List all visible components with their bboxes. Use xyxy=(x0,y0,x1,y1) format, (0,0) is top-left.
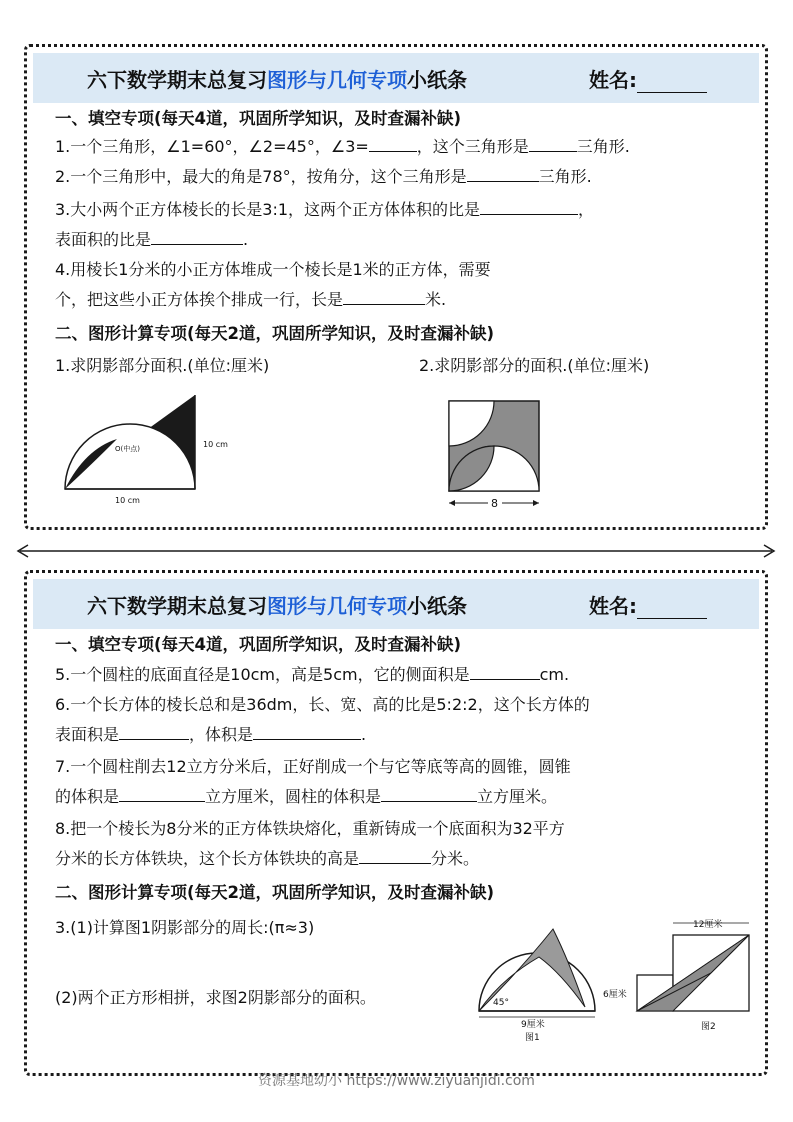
calc-section-heading: 二、图形计算专项(每天2道，巩固所学知识，及时查漏补缺) xyxy=(55,324,495,343)
question-6-cont: 表面积是 ，体积是 . xyxy=(55,725,367,744)
calc-question-2: 2.求阴影部分的面积.(单位:厘米) xyxy=(419,356,650,375)
fill-section-heading: 一、填空专项(每天4道，巩固所学知识，及时查漏补缺) xyxy=(55,109,462,128)
name-blank[interactable] xyxy=(637,600,707,619)
question-4: 4.用棱长1分米的小正方体堆成一个棱长是1米的正方体，需要 xyxy=(55,260,491,279)
question-5: 5.一个圆柱的底面直径是10cm，高是5cm，它的侧面积是 cm. xyxy=(55,665,570,684)
name-label: 姓名: xyxy=(589,67,637,92)
name-field[interactable] xyxy=(589,590,707,619)
card-header xyxy=(33,53,759,103)
question-2: 2.一个三角形中，最大的角是78°，按角分，这个三角形是 三角形. xyxy=(55,167,592,186)
answer-blank[interactable] xyxy=(467,167,539,182)
question-8: 8.把一个棱长为8分米的正方体铁块熔化，重新铸成一个底面积为32平方 xyxy=(55,819,565,838)
answer-blank[interactable] xyxy=(343,290,425,305)
base-label: 10 cm xyxy=(115,496,140,505)
inner-label: O(中点) xyxy=(115,445,140,453)
answer-blank[interactable] xyxy=(480,200,578,215)
side-label: 10 cm xyxy=(203,440,228,449)
caption: 图1 xyxy=(525,1033,540,1043)
figure-square-arcs xyxy=(441,397,551,517)
angle-label: 45° xyxy=(493,998,509,1008)
name-blank[interactable] xyxy=(637,74,707,93)
answer-blank[interactable] xyxy=(151,230,243,245)
calc-question-3: 3.(1)计算图1阴影部分的周长:(π≈3) xyxy=(55,918,315,937)
question-8-cont: 分米的长方体铁块，这个长方体铁块的高是 分米。 xyxy=(55,849,480,868)
title-part-c: 小纸条 xyxy=(407,593,467,618)
title-part-a: 六下数学期末总复习 xyxy=(87,67,267,92)
title-part-c: 小纸条 xyxy=(407,67,467,92)
question-6: 6.一个长方体的棱长总和是36dm，长、宽、高的比是5:2:2，这个长方体的 xyxy=(55,695,590,714)
answer-blank[interactable] xyxy=(529,137,577,152)
answer-blank[interactable] xyxy=(359,849,431,864)
question-3-cont: 表面积的比是 . xyxy=(55,230,249,249)
answer-blank[interactable] xyxy=(381,787,477,802)
title-part-b: 图形与几何专项 xyxy=(267,67,407,92)
answer-blank[interactable] xyxy=(119,787,205,802)
title-part-b: 图形与几何专项 xyxy=(267,593,407,618)
answer-blank[interactable] xyxy=(470,665,540,680)
dim-label: 8 xyxy=(491,497,498,510)
answer-blank[interactable] xyxy=(253,725,361,740)
question-1: 1.一个三角形，∠1=60°，∠2=45°，∠3= ，这个三角形是 三角形. xyxy=(55,137,630,156)
big-label: 12厘米 xyxy=(693,920,723,930)
answer-blank[interactable] xyxy=(119,725,189,740)
name-field[interactable] xyxy=(589,64,707,93)
worksheet-card-2 xyxy=(24,570,768,1076)
fill-section-heading: 一、填空专项(每天4道，巩固所学知识，及时查漏补缺) xyxy=(55,635,462,654)
question-7-cont: 的体积是 立方厘米，圆柱的体积是 立方厘米。 xyxy=(55,787,558,806)
name-label: 姓名: xyxy=(589,593,637,618)
question-4-cont: 个，把这些小正方体挨个排成一行，长是 米. xyxy=(55,290,447,309)
calc-question-3b: (2)两个正方形相拼，求图2阴影部分的面积。 xyxy=(55,988,376,1007)
card-header xyxy=(33,579,759,629)
calc-section-heading: 二、图形计算专项(每天2道，巩固所学知识，及时查漏补缺) xyxy=(55,883,495,902)
footer-watermark: 资源基地幼小 https://www.ziyuanjidi.com xyxy=(258,1073,535,1089)
caption: 图2 xyxy=(701,1022,716,1032)
question-7: 7.一个圆柱削去12立方分米后，正好削成一个与它等底等高的圆锥，圆锥 xyxy=(55,757,571,776)
separator-arrow xyxy=(14,544,778,558)
calc-question-1: 1.求阴影部分面积.(单位:厘米) xyxy=(55,356,270,375)
figure-semicircle-triangle xyxy=(57,387,247,507)
figure-2-squares xyxy=(601,913,761,1043)
figure-1-semicircle xyxy=(471,921,601,1043)
title-part-a: 六下数学期末总复习 xyxy=(87,593,267,618)
small-label: 6厘米 xyxy=(603,990,627,1000)
worksheet-card-1 xyxy=(24,44,768,530)
question-3: 3.大小两个正方体棱长的长是3:1，这两个正方体体积的比是 ， xyxy=(55,200,595,219)
base-label: 9厘米 xyxy=(521,1020,545,1030)
answer-blank[interactable] xyxy=(369,137,417,152)
